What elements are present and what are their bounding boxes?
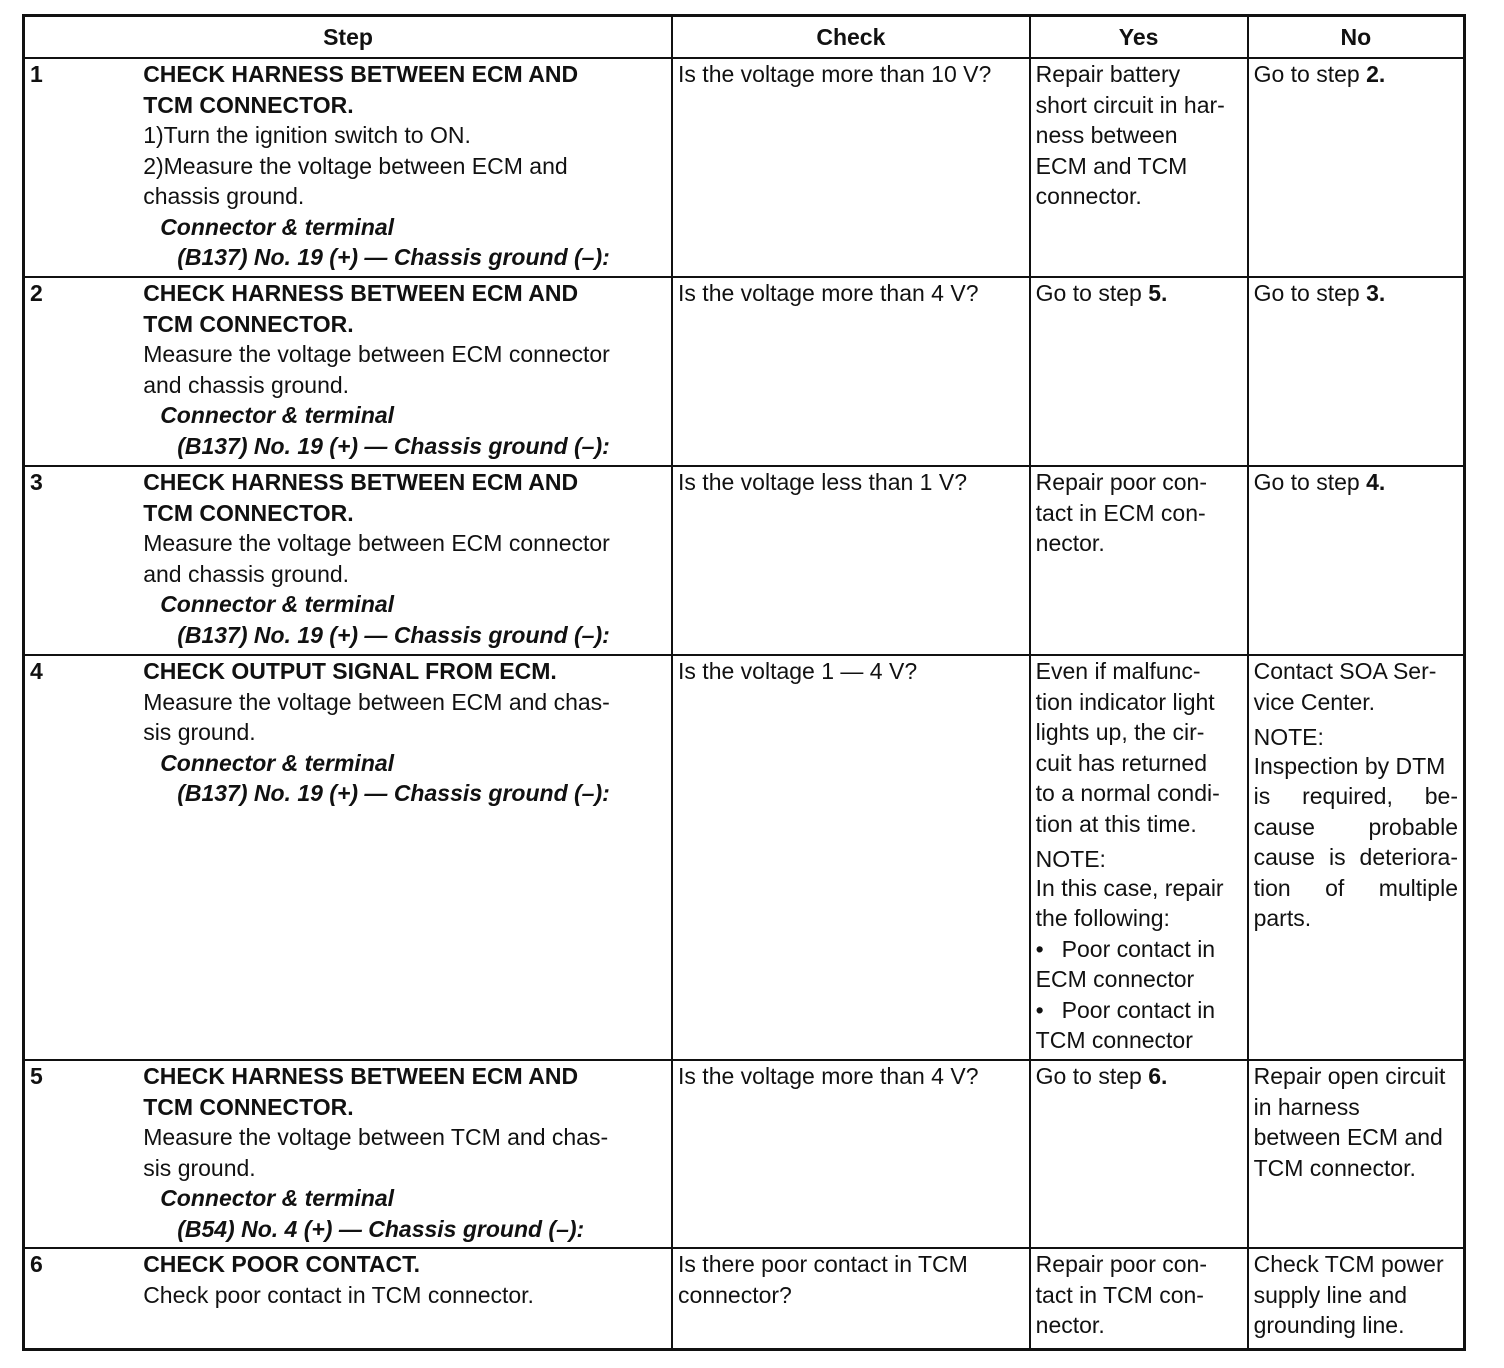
yes-note-text: In this case, repair [1035, 875, 1224, 901]
check-cell [672, 1248, 1030, 1349]
step-cell [138, 1248, 672, 1349]
diagnostic-table [22, 14, 1466, 1351]
check-text: connector? [678, 1281, 792, 1308]
no-step-ref: 3. [1366, 280, 1386, 306]
yes-text: connector. [1035, 183, 1142, 209]
step-text: and chassis ground. [143, 371, 350, 398]
no-cell [1248, 277, 1465, 466]
yes-text: Repair poor con- [1035, 1251, 1207, 1277]
yes-note-text: the following: [1035, 905, 1170, 931]
no-note-label: NOTE: [1253, 724, 1324, 750]
step-text: chassis ground. [143, 183, 305, 209]
connector-terminal-value: (B137) No. 19 (+) — Chassis ground (–): [177, 244, 610, 270]
no-cell [1248, 466, 1465, 655]
step-number: 1 [24, 58, 139, 277]
step-text: Measure the voltage between TCM and chas- [143, 1124, 609, 1150]
no-note-text: cause is deteriora- [1253, 844, 1458, 870]
yes-cell [1030, 1248, 1248, 1349]
yes-text: Even if malfunc- [1035, 658, 1201, 684]
step-number: 5 [24, 1060, 139, 1248]
table-row [24, 58, 1465, 277]
yes-text: nector. [1035, 1312, 1105, 1338]
no-note-text: tion of multiple [1253, 874, 1458, 901]
no-note-text: is required, be- [1253, 783, 1458, 809]
table-row [24, 466, 1465, 655]
header-yes: Yes [1030, 16, 1248, 59]
yes-bullet [1036, 995, 1242, 1026]
no-step-ref: 4. [1366, 469, 1386, 495]
no-text: Go to step [1253, 280, 1367, 306]
yes-step-ref: 5. [1148, 280, 1168, 306]
yes-text: tact in ECM con- [1035, 499, 1206, 526]
step-text: 2)Measure the voltage between ECM and [143, 152, 568, 179]
step-title: CHECK HARNESS BETWEEN ECM AND [143, 61, 579, 87]
step-title: CHECK POOR CONTACT. [143, 1251, 421, 1277]
step-number: 6 [24, 1248, 139, 1349]
step-title: TCM CONNECTOR. [143, 1093, 354, 1120]
no-note-text: parts. [1253, 905, 1312, 931]
connector-terminal-value: (B137) No. 19 (+) — Chassis ground (–): [177, 621, 610, 648]
connector-terminal-label: Connector & terminal [160, 1185, 395, 1211]
no-text: Go to step [1253, 469, 1367, 495]
step-cell [138, 655, 672, 1060]
no-text: between ECM and [1253, 1124, 1443, 1150]
table-row [24, 655, 1465, 1060]
connector-terminal-label: Connector & terminal [160, 591, 395, 617]
no-text: vice Center. [1253, 688, 1376, 715]
yes-text: tact in TCM con- [1035, 1281, 1204, 1308]
yes-note-label: NOTE: [1035, 846, 1106, 872]
no-text: Contact SOA Ser- [1253, 658, 1437, 684]
connector-terminal-label: Connector & terminal [160, 213, 395, 240]
check-text: Is there poor contact in TCM [678, 1251, 968, 1277]
yes-text: ECM and TCM [1035, 152, 1188, 179]
step-text: Measure the voltage between ECM connector [143, 530, 610, 556]
check-cell: Is the voltage more than 4 V? [672, 277, 1030, 466]
step-title: TCM CONNECTOR. [143, 91, 354, 118]
yes-text: short circuit in har- [1035, 91, 1225, 118]
step-number: 3 [24, 466, 139, 655]
table-row [24, 1060, 1465, 1248]
step-cell [138, 277, 672, 466]
header-row [24, 16, 1465, 59]
check-cell: Is the voltage more than 4 V? [672, 1060, 1030, 1248]
yes-bullet [1036, 934, 1242, 965]
no-text: supply line and [1253, 1281, 1408, 1308]
yes-cell [1030, 277, 1248, 466]
step-text: and chassis ground. [143, 560, 350, 587]
step-number: 2 [24, 277, 139, 466]
yes-cell [1030, 58, 1248, 277]
check-cell: Is the voltage less than 1 V? [672, 466, 1030, 655]
step-text: Measure the voltage between ECM connector [143, 341, 610, 367]
yes-cell [1030, 655, 1248, 1060]
no-text: Repair open circuit [1253, 1063, 1446, 1089]
yes-cell [1030, 466, 1248, 655]
connector-terminal-value: (B54) No. 4 (+) — Chassis ground (–): [177, 1215, 585, 1242]
no-text: in harness [1253, 1093, 1360, 1120]
step-title: CHECK HARNESS BETWEEN ECM AND [143, 1063, 579, 1089]
no-cell [1248, 655, 1465, 1060]
connector-terminal-value: (B137) No. 19 (+) — Chassis ground (–): [177, 780, 610, 806]
header-check: Check [672, 16, 1030, 59]
bullet-icon: • [1035, 935, 1044, 962]
step-title: TCM CONNECTOR. [143, 499, 354, 526]
no-text: TCM connector. [1253, 1154, 1416, 1181]
bullet-text: TCM connector [1035, 1027, 1193, 1053]
connector-terminal-value: (B137) No. 19 (+) — Chassis ground (–): [177, 432, 610, 459]
no-cell [1248, 58, 1465, 277]
step-title: TCM CONNECTOR. [143, 310, 354, 337]
step-text: sis ground. [143, 1154, 256, 1181]
header-step: Step [24, 16, 673, 59]
step-cell [138, 1060, 672, 1248]
yes-text: tion at this time. [1035, 810, 1197, 837]
no-text: grounding line. [1253, 1312, 1405, 1338]
no-note-text: Inspection by DTM [1253, 753, 1446, 779]
bullet-text: ECM connector [1035, 966, 1195, 992]
yes-step-ref: 6. [1148, 1063, 1168, 1089]
check-cell: Is the voltage 1 — 4 V? [672, 655, 1030, 1060]
yes-text: nector. [1035, 530, 1105, 556]
step-title: CHECK HARNESS BETWEEN ECM AND [143, 280, 579, 306]
bullet-icon: • [1035, 996, 1044, 1023]
yes-text: ness between [1035, 122, 1178, 148]
table-row [24, 277, 1465, 466]
header-no: No [1248, 16, 1465, 59]
step-text: Measure the voltage between ECM and chas- [143, 688, 610, 715]
no-step-ref: 2. [1366, 61, 1386, 87]
step-cell [138, 58, 672, 277]
check-cell: Is the voltage more than 10 V? [672, 58, 1030, 277]
no-note-text: cause probable [1253, 813, 1458, 840]
step-number: 4 [24, 655, 139, 1060]
yes-cell [1030, 1060, 1248, 1248]
step-title: CHECK OUTPUT SIGNAL FROM ECM. [143, 658, 557, 684]
yes-text: cuit has returned [1035, 749, 1207, 776]
yes-text: tion indicator light [1035, 688, 1215, 715]
step-text: sis ground. [143, 719, 256, 745]
yes-text: to a normal condi- [1035, 780, 1220, 806]
step-title: CHECK HARNESS BETWEEN ECM AND [143, 469, 579, 495]
no-text: Go to step [1253, 61, 1367, 87]
step-cell [138, 466, 672, 655]
bullet-text: Poor contact in [1061, 996, 1216, 1023]
no-cell [1248, 1248, 1465, 1349]
yes-text: Go to step [1035, 1063, 1149, 1089]
yes-text: Repair battery [1035, 61, 1181, 87]
connector-terminal-label: Connector & terminal [160, 402, 395, 428]
yes-text: lights up, the cir- [1035, 719, 1205, 745]
step-text: 1)Turn the ignition switch to ON. [143, 122, 471, 148]
bullet-text: Poor contact in [1061, 935, 1216, 962]
connector-terminal-label: Connector & terminal [160, 749, 395, 776]
yes-text: Repair poor con- [1035, 469, 1207, 495]
yes-text: Go to step [1035, 280, 1149, 306]
table-row [24, 1248, 1465, 1349]
step-text: Check poor contact in TCM connector. [143, 1281, 534, 1308]
no-text: Check TCM power [1253, 1251, 1444, 1277]
no-cell [1248, 1060, 1465, 1248]
